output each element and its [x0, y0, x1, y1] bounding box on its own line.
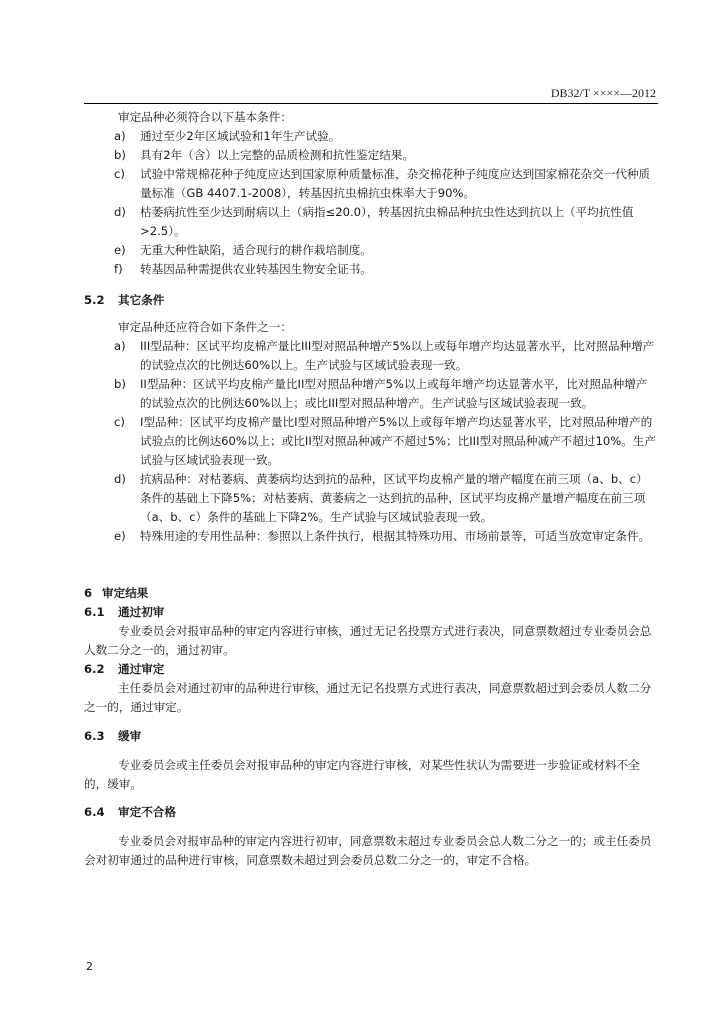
section-heading-5-2: 5.2 其它条件	[84, 293, 165, 307]
basic-conditions-section	[84, 108, 658, 279]
document-code: DB32/T ××××—2012	[550, 86, 656, 100]
section-heading-6-4: 6.4 审定不合格	[84, 805, 176, 819]
section-6-3-body: 专业委员会或主任委员会对报审品种的审定内容进行审核，对某些性状认为需要进一步验证或材料不全的，缓审。	[84, 758, 640, 791]
list-item: f) 转基因品种需提供农业转基因生物安全证书。	[114, 262, 372, 276]
list-item: b) II型品种：区试平均皮棉产量比II型对照品种增产5%以上或每年增产均达显著水平，比对照品种增产的试验点次的比例达60%以上；或比III型对照品种增产。生产试验与区域试验表现一致。	[114, 377, 648, 410]
list-item: c) I型品种：区试平均皮棉产量比I型对照品种增产5%以上或每年增产均达显著水平，比对照品种增产的试验点的比例达60%以上；或比II型对照品种减产不超过5%；比III型对照品种减产不超过10%。生产试验与区域试验表现一致。	[114, 415, 656, 467]
section-6-4-body: 专业委员会对报审品种的审定内容进行初审，同意票数未超过专业委员会总人数二分之一的；或主任委员会对初审通过的品种进行审核，同意票数未超过到会委员总数二分之一的，审定不合格。	[84, 834, 652, 867]
list-item: e) 特殊用途的专用性品种：参照以上条件执行，根据其特殊功用、市场前景等，可适当放宽审定条件。	[114, 529, 651, 543]
other-conditions-intro: 审定品种还应符合如下条件之一：	[118, 320, 292, 334]
list-item: a) III型品种：区试平均皮棉产量比III型对照品种增产5%以上或每年增产均达显著水平，比对照品种增产的试验点次的比例达60%以上。生产试验与区域试验表现一致。	[114, 339, 655, 372]
list-item: c) 试验中常规棉花种子纯度应达到国家原种质量标准，杂交棉花种子纯度应达到国家棉花杂交一代种质量标准（GB 4407.1-2008），转基因抗虫棉抗虫株率大于90%。	[114, 167, 651, 200]
list-item: a) 通过至少2年区域试验和1年生产试验。	[114, 129, 341, 143]
other-conditions-section	[84, 318, 658, 546]
section-heading-6-3: 6.3 缓审	[84, 729, 142, 743]
list-item: d) 抗病品种：对枯萎病、黄萎病均达到抗的品种，区试平均皮棉产量的增产幅度在前三项（a、b、c）条件的基础上下降5%；对枯萎病、黄萎病之一达到抗的品种，区试平均皮棉产量增产幅度在前三项（a、b、c）条件的基础上下降2%。生产试验与区域试验表现一致。	[114, 472, 648, 524]
section-6-1-body: 专业委员会对报审品种的审定内容进行审核，通过无记名投票方式进行表决，同意票数超过专业委员会总人数二分之一的，通过初审。	[84, 624, 652, 657]
page-number: 2	[86, 960, 93, 973]
section-6-2-body: 主任委员会对通过初审的品种进行审核，通过无记名投票方式进行表决，同意票数超过到会委员人数二分之一的，通过审定。	[84, 681, 652, 714]
section-heading-6-2: 6.2 通过审定	[84, 662, 165, 676]
basic-conditions-intro: 审定品种必须符合以下基本条件：	[118, 110, 292, 124]
list-item: d) 枯萎病抗性至少达到耐病以上（病指≤20.0），转基因抗虫棉品种抗虫性达到抗以上（平均抗性值>2.5）。	[114, 205, 634, 238]
list-item: e) 无重大种性缺陷，适合现行的耕作栽培制度。	[114, 243, 372, 257]
list-item: b) 具有2年（含）以上完整的品质检测和抗性鉴定结果。	[114, 148, 415, 162]
section-heading-6: 6 审定结果	[84, 586, 149, 600]
header-rule	[84, 103, 658, 104]
section-heading-6-1: 6.1 通过初审	[84, 605, 165, 619]
